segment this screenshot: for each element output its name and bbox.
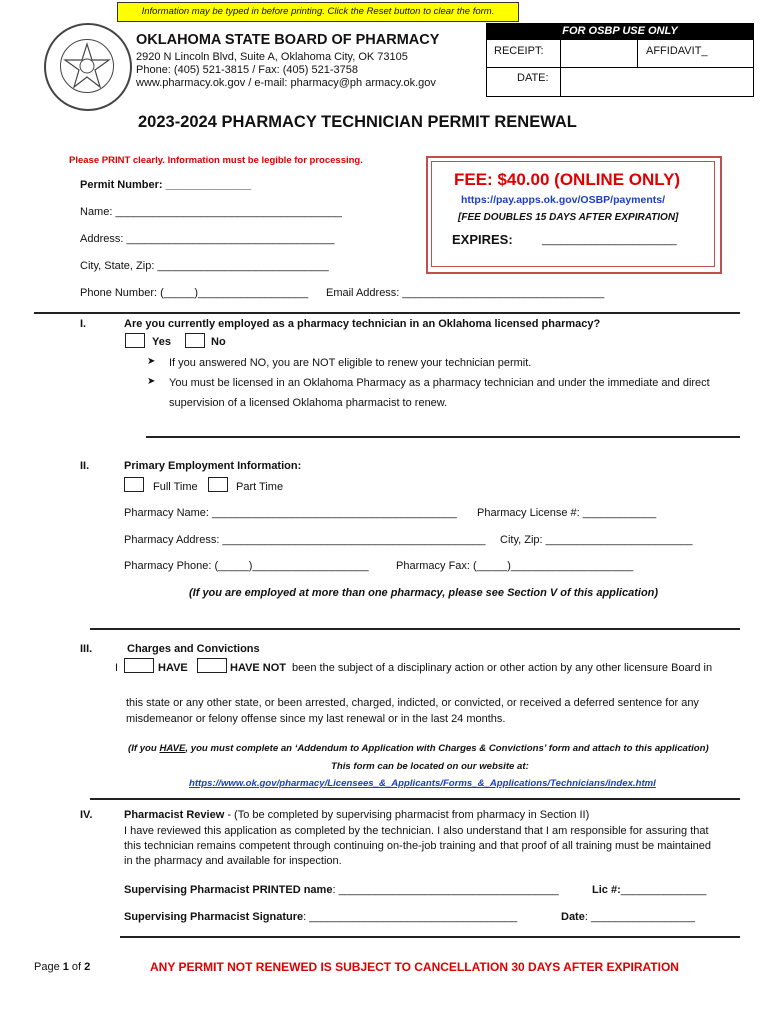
expires-line[interactable]: ______________________ bbox=[542, 234, 677, 246]
section-4-para-2: this technician remains competent through continuing on-the-job training and that proof of all training must be maintained bbox=[124, 840, 712, 852]
have-not-label: HAVE NOT bbox=[230, 662, 287, 674]
osbp-use-header: FOR OSBP USE ONLY bbox=[486, 23, 754, 39]
divider bbox=[120, 936, 740, 938]
org-name: OKLAHOMA STATE BOARD OF PHARMACY bbox=[136, 32, 440, 48]
section-3-addendum-note: (If you HAVE, you must complete an ‘Addendum to Application with Charges & Convictions’ form and attach to this application) bbox=[128, 743, 709, 754]
pharmacist-signature-field[interactable]: Supervising Pharmacist Signature: __________________________________ bbox=[124, 911, 518, 923]
section-3-marker: I bbox=[115, 662, 119, 674]
no-label: No bbox=[211, 336, 226, 348]
pharmacist-lic-field[interactable]: Lic #:______________ bbox=[592, 884, 707, 896]
seal-star bbox=[60, 39, 114, 93]
section-1-bullet-2: You must be licensed in an Oklahoma Pharmacy as a pharmacy technician and under the immediate and direct bbox=[169, 377, 710, 389]
section-2-title: Primary Employment Information: bbox=[124, 460, 302, 472]
part-time-checkbox[interactable] bbox=[208, 477, 228, 492]
divider bbox=[146, 436, 740, 438]
full-time-checkbox[interactable] bbox=[124, 477, 144, 492]
section-1-question: Are you currently employed as a pharmacy technician in an Oklahoma licensed pharmacy? bbox=[124, 318, 601, 330]
full-time-label: Full Time bbox=[153, 481, 198, 493]
section-4-para-3: in the pharmacy and available for inspection. bbox=[124, 855, 342, 867]
receipt-label: RECEIPT: bbox=[494, 45, 544, 57]
section-4-para-1: I have reviewed this application as completed by the technician. I also understand that I am responsible for assuring that bbox=[124, 825, 709, 837]
section-1-bullet-2-cont: supervision of a licensed Oklahoma pharmacist to renew. bbox=[169, 397, 448, 409]
pharmacy-address-field[interactable]: Pharmacy Address: ___________________________________________ bbox=[124, 534, 486, 546]
cancellation-warning: ANY PERMIT NOT RENEWED IS SUBJECT TO CANCELLATION 30 DAYS AFTER EXPIRATION bbox=[150, 960, 679, 974]
section-1-number: I. bbox=[80, 318, 87, 330]
section-4-number: IV. bbox=[80, 809, 93, 821]
have-checkbox[interactable] bbox=[124, 658, 154, 673]
no-checkbox[interactable] bbox=[185, 333, 205, 348]
pharmacy-name-field[interactable]: Pharmacy Name: ________________________________________ bbox=[124, 507, 457, 519]
divider bbox=[90, 798, 740, 800]
have-label: HAVE bbox=[158, 662, 188, 674]
pharmacy-phone-field[interactable]: Pharmacy Phone: (_____)___________________ bbox=[124, 560, 369, 572]
section-4-heading: Pharmacist Review - (To be completed by supervising pharmacist from pharmacy in Section II) bbox=[124, 809, 590, 821]
fee-amount: FEE: $40.00 (ONLINE ONLY) bbox=[454, 170, 681, 189]
section-2-note: (If you are employed at more than one pharmacy, please see Section V of this application) bbox=[189, 587, 659, 599]
fee-doubles-note: [FEE DOUBLES 15 DAYS AFTER EXPIRATION] bbox=[458, 212, 679, 223]
section-3-title: Charges and Convictions bbox=[127, 643, 260, 655]
expires-label: EXPIRES: bbox=[452, 232, 513, 247]
section-3-website-note: This form can be located on our website at: bbox=[331, 761, 529, 772]
divider bbox=[34, 312, 740, 314]
pharmacy-license-field[interactable]: Pharmacy License #: ____________ bbox=[477, 507, 657, 519]
section-1-bullet-1: If you answered NO, you are NOT eligible to renew your technician permit. bbox=[169, 357, 532, 369]
pharmacy-fax-field[interactable]: Pharmacy Fax: (_____)____________________ bbox=[396, 560, 634, 572]
yes-label: Yes bbox=[152, 336, 171, 348]
city-state-zip-field[interactable]: City, State, Zip: ____________________________ bbox=[80, 260, 329, 272]
part-time-label: Part Time bbox=[236, 481, 284, 493]
phone-field[interactable]: Phone Number: (_____)__________________ bbox=[80, 287, 309, 299]
divider bbox=[90, 628, 740, 630]
org-phone: Phone: (405) 521-3815 / Fax: (405) 521-3758 bbox=[136, 64, 358, 76]
fee-payment-link[interactable]: https://pay.apps.ok.gov/OSBP/payments/ bbox=[461, 194, 666, 206]
section-2-number: II. bbox=[80, 460, 90, 472]
section-3-statement: been the subject of a disciplinary action or other action by any other licensure Board in bbox=[292, 662, 713, 674]
section-3-para-1: this state or any other state, or been arrested, charged, indicted, or convicted, or received a deferred sentence for any bbox=[126, 697, 699, 709]
pharmacist-printed-name-field[interactable]: Supervising Pharmacist PRINTED name: ____________________________________ bbox=[124, 884, 559, 896]
print-note: Please PRINT clearly. Information must be legible for processing. bbox=[69, 155, 363, 166]
permit-number-field[interactable]: Permit Number: ______________ bbox=[80, 179, 252, 191]
pharmacist-date-field[interactable]: Date: _________________ bbox=[561, 911, 695, 923]
org-address: 2920 N Lincoln Blvd, Suite A, Oklahoma City, OK 73105 bbox=[136, 51, 408, 63]
name-field[interactable]: Name: _____________________________________ bbox=[80, 206, 342, 218]
page-number: Page 1 of 2 bbox=[34, 961, 91, 973]
charges-form-link[interactable]: https://www.ok.gov/pharmacy/Licensees_&_Applicants/Forms_&_Applications/Technicians/index.html bbox=[189, 778, 656, 789]
section-3-number: III. bbox=[80, 643, 93, 655]
date-label: DATE: bbox=[517, 72, 549, 84]
address-field[interactable]: Address: __________________________________ bbox=[80, 233, 335, 245]
arrow-bullet-icon: ➤ bbox=[147, 376, 156, 387]
yes-checkbox[interactable] bbox=[125, 333, 145, 348]
section-3-para-2: misdemeanor or felony offense since my last renewal or in the last 24 months. bbox=[126, 713, 506, 725]
email-field[interactable]: Email Address: _________________________________ bbox=[326, 287, 605, 299]
form-title: 2023-2024 PHARMACY TECHNICIAN PERMIT RENEWAL bbox=[138, 113, 577, 131]
org-web[interactable]: www.pharmacy.ok.gov / e-mail: pharmacy@ph armacy.ok.gov bbox=[136, 77, 436, 89]
reset-notice[interactable]: Information may be typed in before printing. Click the Reset button to clear the form. bbox=[117, 2, 519, 22]
affidavit-label: AFFIDAVIT_ bbox=[646, 45, 708, 57]
pharmacy-city-zip-field[interactable]: City, Zip: ________________________ bbox=[500, 534, 693, 546]
arrow-bullet-icon: ➤ bbox=[147, 356, 156, 367]
have-not-checkbox[interactable] bbox=[197, 658, 227, 673]
